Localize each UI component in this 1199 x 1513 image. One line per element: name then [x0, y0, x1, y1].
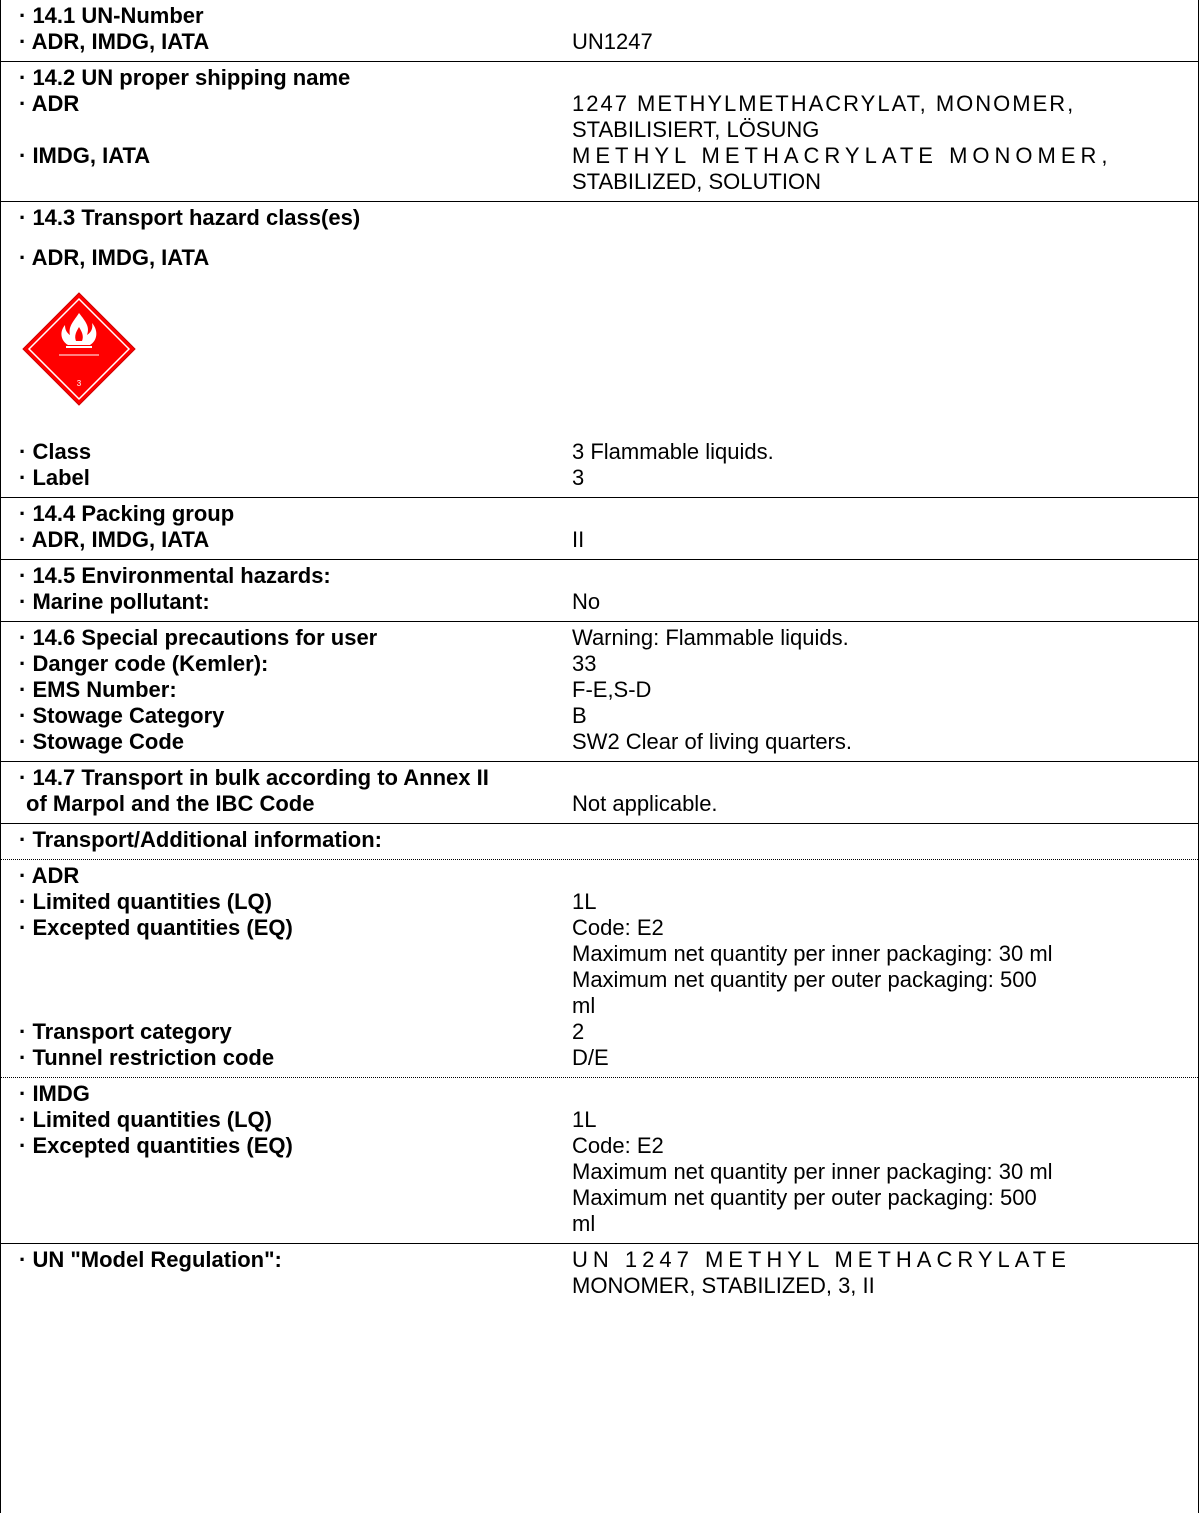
field-label: · Danger code (Kemler):: [19, 651, 269, 676]
field-label: · Excepted quantities (EQ): [19, 1133, 293, 1158]
bulk-transport-value: Not applicable.: [572, 791, 718, 816]
field-label: · Limited quantities (LQ): [19, 889, 272, 914]
adr-transport-category-value: 2: [572, 1019, 585, 1044]
section-title: · 14.2 UN proper shipping name: [19, 65, 351, 90]
field-label: · Tunnel restriction code: [19, 1045, 275, 1070]
section-title: · 14.6 Special precautions for user: [19, 625, 378, 650]
imdg-shipping-name-line-1: METHYL METHACRYLATE MONOMER,: [572, 143, 1113, 168]
field-label: · EMS Number:: [19, 677, 177, 702]
section-additional-information: [1, 824, 1198, 860]
imdg-eq-inner: Maximum net quantity per inner packaging: 30 ml: [572, 1159, 1053, 1184]
section-14-3-hazard-class: [1, 202, 1198, 498]
field-label: · Class: [19, 439, 92, 464]
un-model-value-line-2: MONOMER, STABILIZED, 3, II: [572, 1273, 875, 1298]
adr-shipping-name-line-2: STABILISIERT, LÖSUNG: [572, 117, 820, 142]
field-label: · Limited quantities (LQ): [19, 1107, 272, 1132]
section-title: · 14.5 Environmental hazards:: [19, 563, 331, 588]
section-14-7-transport-in-bulk: [1, 762, 1198, 824]
pictogram-class-number: 3: [76, 379, 82, 388]
section-title: · 14.4 Packing group: [19, 501, 235, 526]
class-value: 3 Flammable liquids.: [572, 439, 774, 464]
field-label: · ADR: [19, 91, 80, 116]
stowage-category-value: B: [572, 703, 587, 728]
imdg-shipping-name-line-2: STABILIZED, SOLUTION: [572, 169, 821, 194]
field-label: · Stowage Category: [19, 703, 225, 728]
field-label: · IMDG, IATA: [19, 143, 151, 168]
section-14-6-special-precautions: [1, 622, 1198, 762]
subsection-title: · ADR: [19, 863, 80, 888]
field-label: · Transport category: [19, 1019, 232, 1044]
imdg-eq-code: Code: E2: [572, 1133, 664, 1158]
section-title: · 14.3 Transport hazard class(es): [19, 205, 361, 230]
field-label: · Marine pollutant:: [19, 589, 210, 614]
section-14-2-shipping-name: [1, 62, 1198, 202]
section-un-model-regulation: [1, 1244, 1198, 1305]
section-14-5-environmental-hazards: [1, 560, 1198, 622]
marine-pollutant-value: No: [572, 589, 601, 614]
packing-group-value: II: [572, 527, 585, 552]
ems-number-value: F-E,S-D: [572, 677, 652, 702]
section-14-1-un-number: [1, 0, 1198, 62]
section-14-4-packing-group: [1, 498, 1198, 560]
kemler-code-value: 33: [572, 651, 597, 676]
adr-eq-inner: Maximum net quantity per inner packaging: 30 ml: [572, 941, 1053, 966]
section-adr: [1, 860, 1198, 1078]
adr-eq-outer: Maximum net quantity per outer packaging: 500: [572, 967, 1037, 992]
imdg-eq-outer: Maximum net quantity per outer packaging: 500: [572, 1185, 1037, 1210]
adr-lq-value: 1L: [572, 889, 597, 914]
adr-eq-outer-unit: ml: [572, 993, 596, 1018]
field-label: · Excepted quantities (EQ): [19, 915, 293, 940]
subsection-title: · IMDG: [19, 1081, 90, 1106]
adr-shipping-name-line-1: 1247 METHYLMETHACRYLAT, MONOMER,: [572, 91, 1076, 116]
adr-tunnel-code-value: D/E: [572, 1045, 609, 1070]
field-label: · ADR, IMDG, IATA: [19, 29, 210, 54]
adr-eq-code: Code: E2: [572, 915, 664, 940]
section-title: · Transport/Additional information:: [19, 827, 382, 852]
field-label: · Label: [19, 465, 90, 490]
field-label: · Stowage Code: [19, 729, 185, 754]
imdg-eq-outer-unit: ml: [572, 1211, 596, 1236]
section-title-continued: of Marpol and the IBC Code: [26, 791, 315, 816]
un-model-value-line-1: UN 1247 METHYL METHACRYLATE: [572, 1247, 1071, 1272]
section-imdg: [1, 1078, 1198, 1244]
label-value: 3: [572, 465, 585, 490]
stowage-code-value: SW2 Clear of living quarters.: [572, 729, 852, 754]
section-title: · 14.7 Transport in bulk according to Annex II: [19, 765, 489, 790]
field-label: · UN "Model Regulation":: [19, 1247, 282, 1272]
flammable-liquid-diamond-icon: [19, 289, 139, 409]
field-label: · ADR, IMDG, IATA: [19, 245, 210, 270]
warning-value: Warning: Flammable liquids.: [572, 625, 849, 650]
section-title: · 14.1 UN-Number: [19, 3, 204, 28]
un-number-value: UN1247: [572, 29, 653, 54]
field-label: · ADR, IMDG, IATA: [19, 527, 210, 552]
imdg-lq-value: 1L: [572, 1107, 597, 1132]
